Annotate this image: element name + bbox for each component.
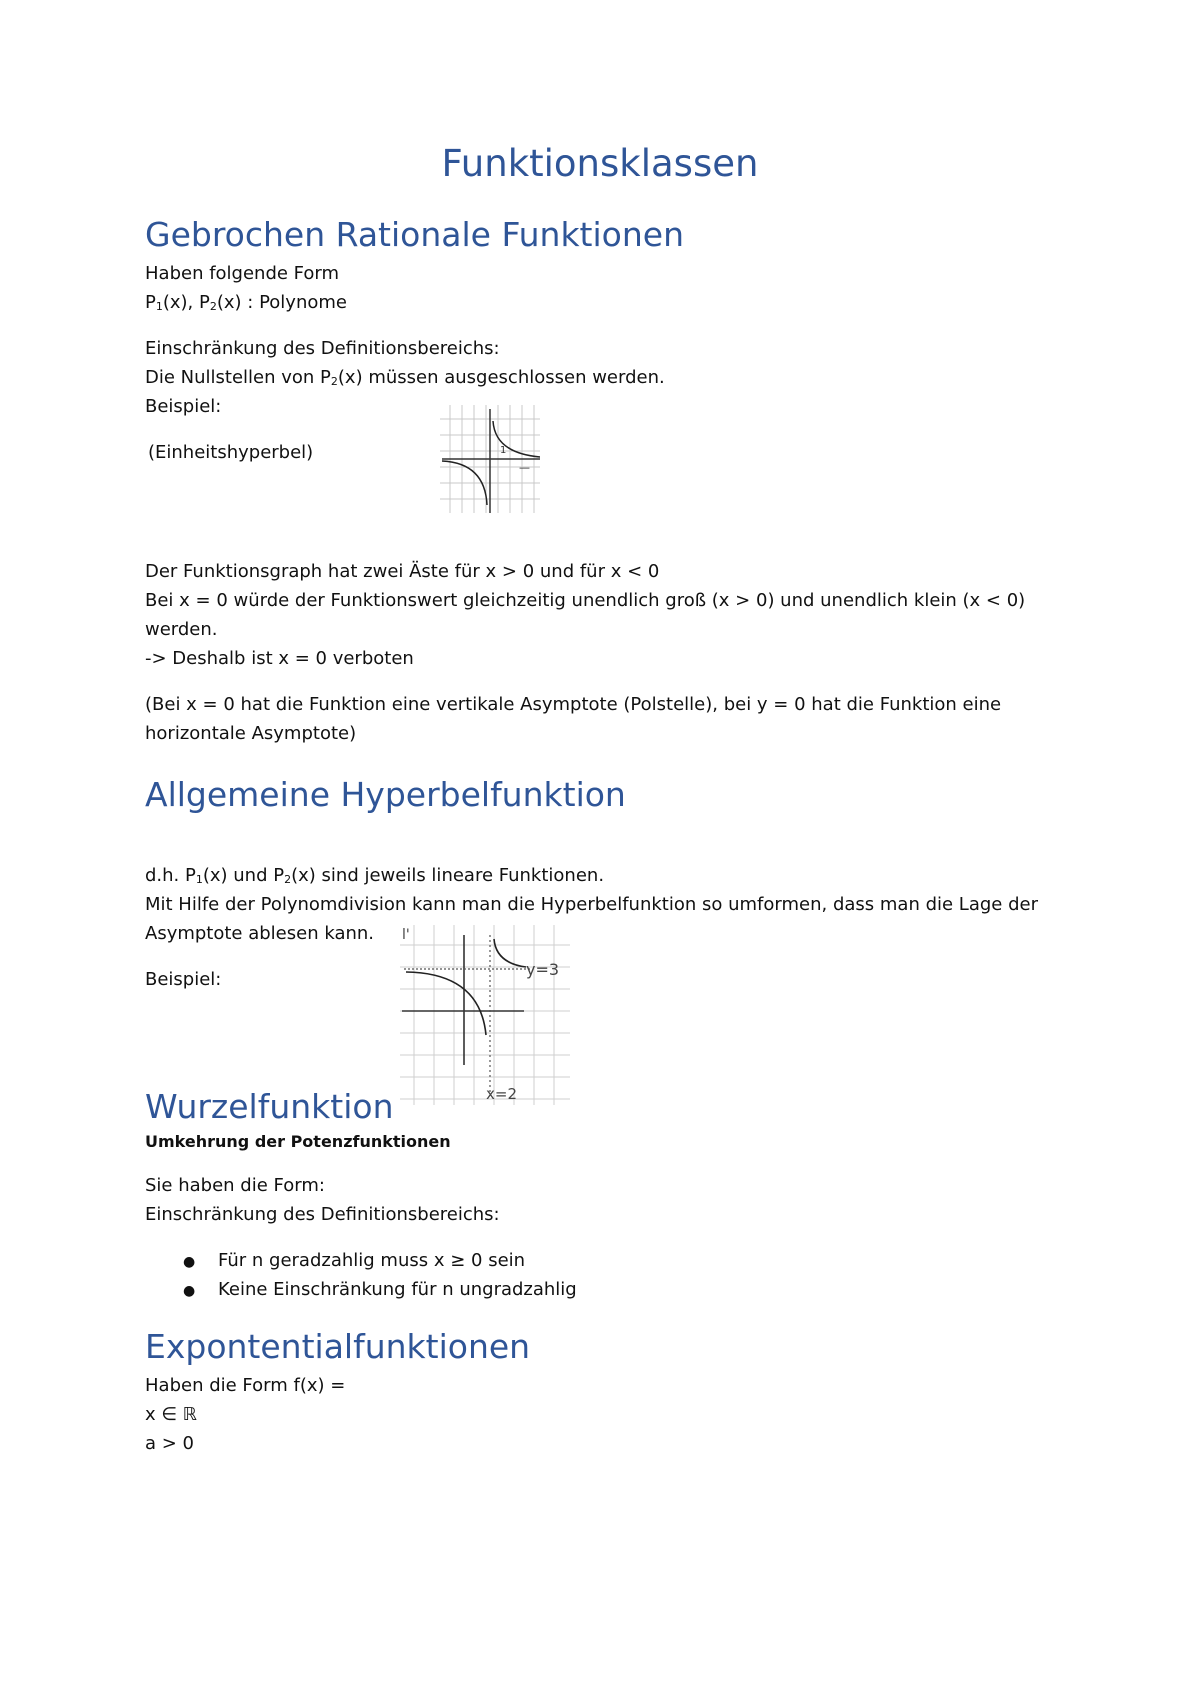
text-form-4: Haben die Form f(x) = <box>145 1375 346 1396</box>
text-form: Haben folgende Form <box>145 263 340 284</box>
heading-wurzelfunktion: Wurzelfunktion <box>145 1087 394 1126</box>
heading-allgemeine-hyperbel: Allgemeine Hyperbelfunktion <box>145 775 626 814</box>
svg-text:x=2: x=2 <box>486 1085 517 1103</box>
text-x-in-r: x ∈ ℝ <box>145 1404 198 1425</box>
text-einheitshyperbel: (Einheitshyperbel) <box>148 442 314 463</box>
text-polynomdivision: Mit Hilfe der Polynomdivision kann man die Hyperbelfunktion so umformen, dass man die Lage der <box>145 894 1038 915</box>
text-asymptote-1: (Bei x = 0 hat die Funktion eine vertikale Asymptote (Polstelle), bei y = 0 hat die Funktion eine <box>145 694 1002 715</box>
text-beispiel: Beispiel: <box>145 396 222 417</box>
text-beispiel-2: Beispiel: <box>145 969 222 990</box>
text-nullstellen: Die Nullstellen von $P_2(x)$ müssen ausgeschlossen werden. <box>145 367 665 388</box>
text-aeste: Der Funktionsgraph hat zwei Äste für x > 0 und für x < 0 <box>145 561 660 582</box>
text-a-positiv: a > 0 <box>145 1433 195 1454</box>
page-title: Funktionsklassen <box>441 142 759 185</box>
text-asymptote-2: horizontale Asymptote) <box>145 723 357 744</box>
text-verboten: -> Deshalb ist x = 0 verboten <box>145 648 414 669</box>
text-einschraenkung: Einschränkung des Definitionsbereichs: <box>145 338 500 359</box>
list-item: ● Keine Einschränkung für n ungradzahlig <box>183 1279 577 1300</box>
text-werden: werden. <box>145 619 218 640</box>
heading-exponentialfunktionen: Expontentialfunktionen <box>145 1327 531 1366</box>
list-item: ● Für n geradzahlig muss x ≥ 0 sein <box>183 1250 526 1271</box>
svg-text:y=3: y=3 <box>526 960 560 979</box>
heading-gebrochen-rationale: Gebrochen Rationale Funktionen <box>145 215 684 254</box>
bullet-icon: ● <box>183 1283 196 1299</box>
einheitshyperbel-graph <box>440 405 540 513</box>
text-form-3: Sie haben die Form: <box>145 1175 325 1196</box>
text-einschraenkung-3: Einschränkung des Definitionsbereichs: <box>145 1204 500 1225</box>
text-polynome: $P_1(x)$, $P_2(x)$ : Polynome <box>145 292 347 313</box>
text-ablesen: Asymptote ablesen kann. <box>145 923 375 944</box>
bullet-icon: ● <box>183 1254 196 1270</box>
subheading-umkehrung: Umkehrung der Potenzfunktionen <box>145 1132 451 1151</box>
svg-text:1: 1 <box>500 445 507 456</box>
hyperbel-graph <box>400 925 570 1105</box>
svg-text:—: — <box>519 461 530 474</box>
text-funktionswert: Bei x = 0 würde der Funktionswert gleichzeitig unendlich groß (x > 0) und unendlich klein (x < 0) <box>145 590 1026 611</box>
text-lineare: d.h. $P_1(x)$ und $P_2(x)$ sind jeweils lineare Funktionen. <box>145 865 605 886</box>
svg-text:l': l' <box>402 927 410 943</box>
